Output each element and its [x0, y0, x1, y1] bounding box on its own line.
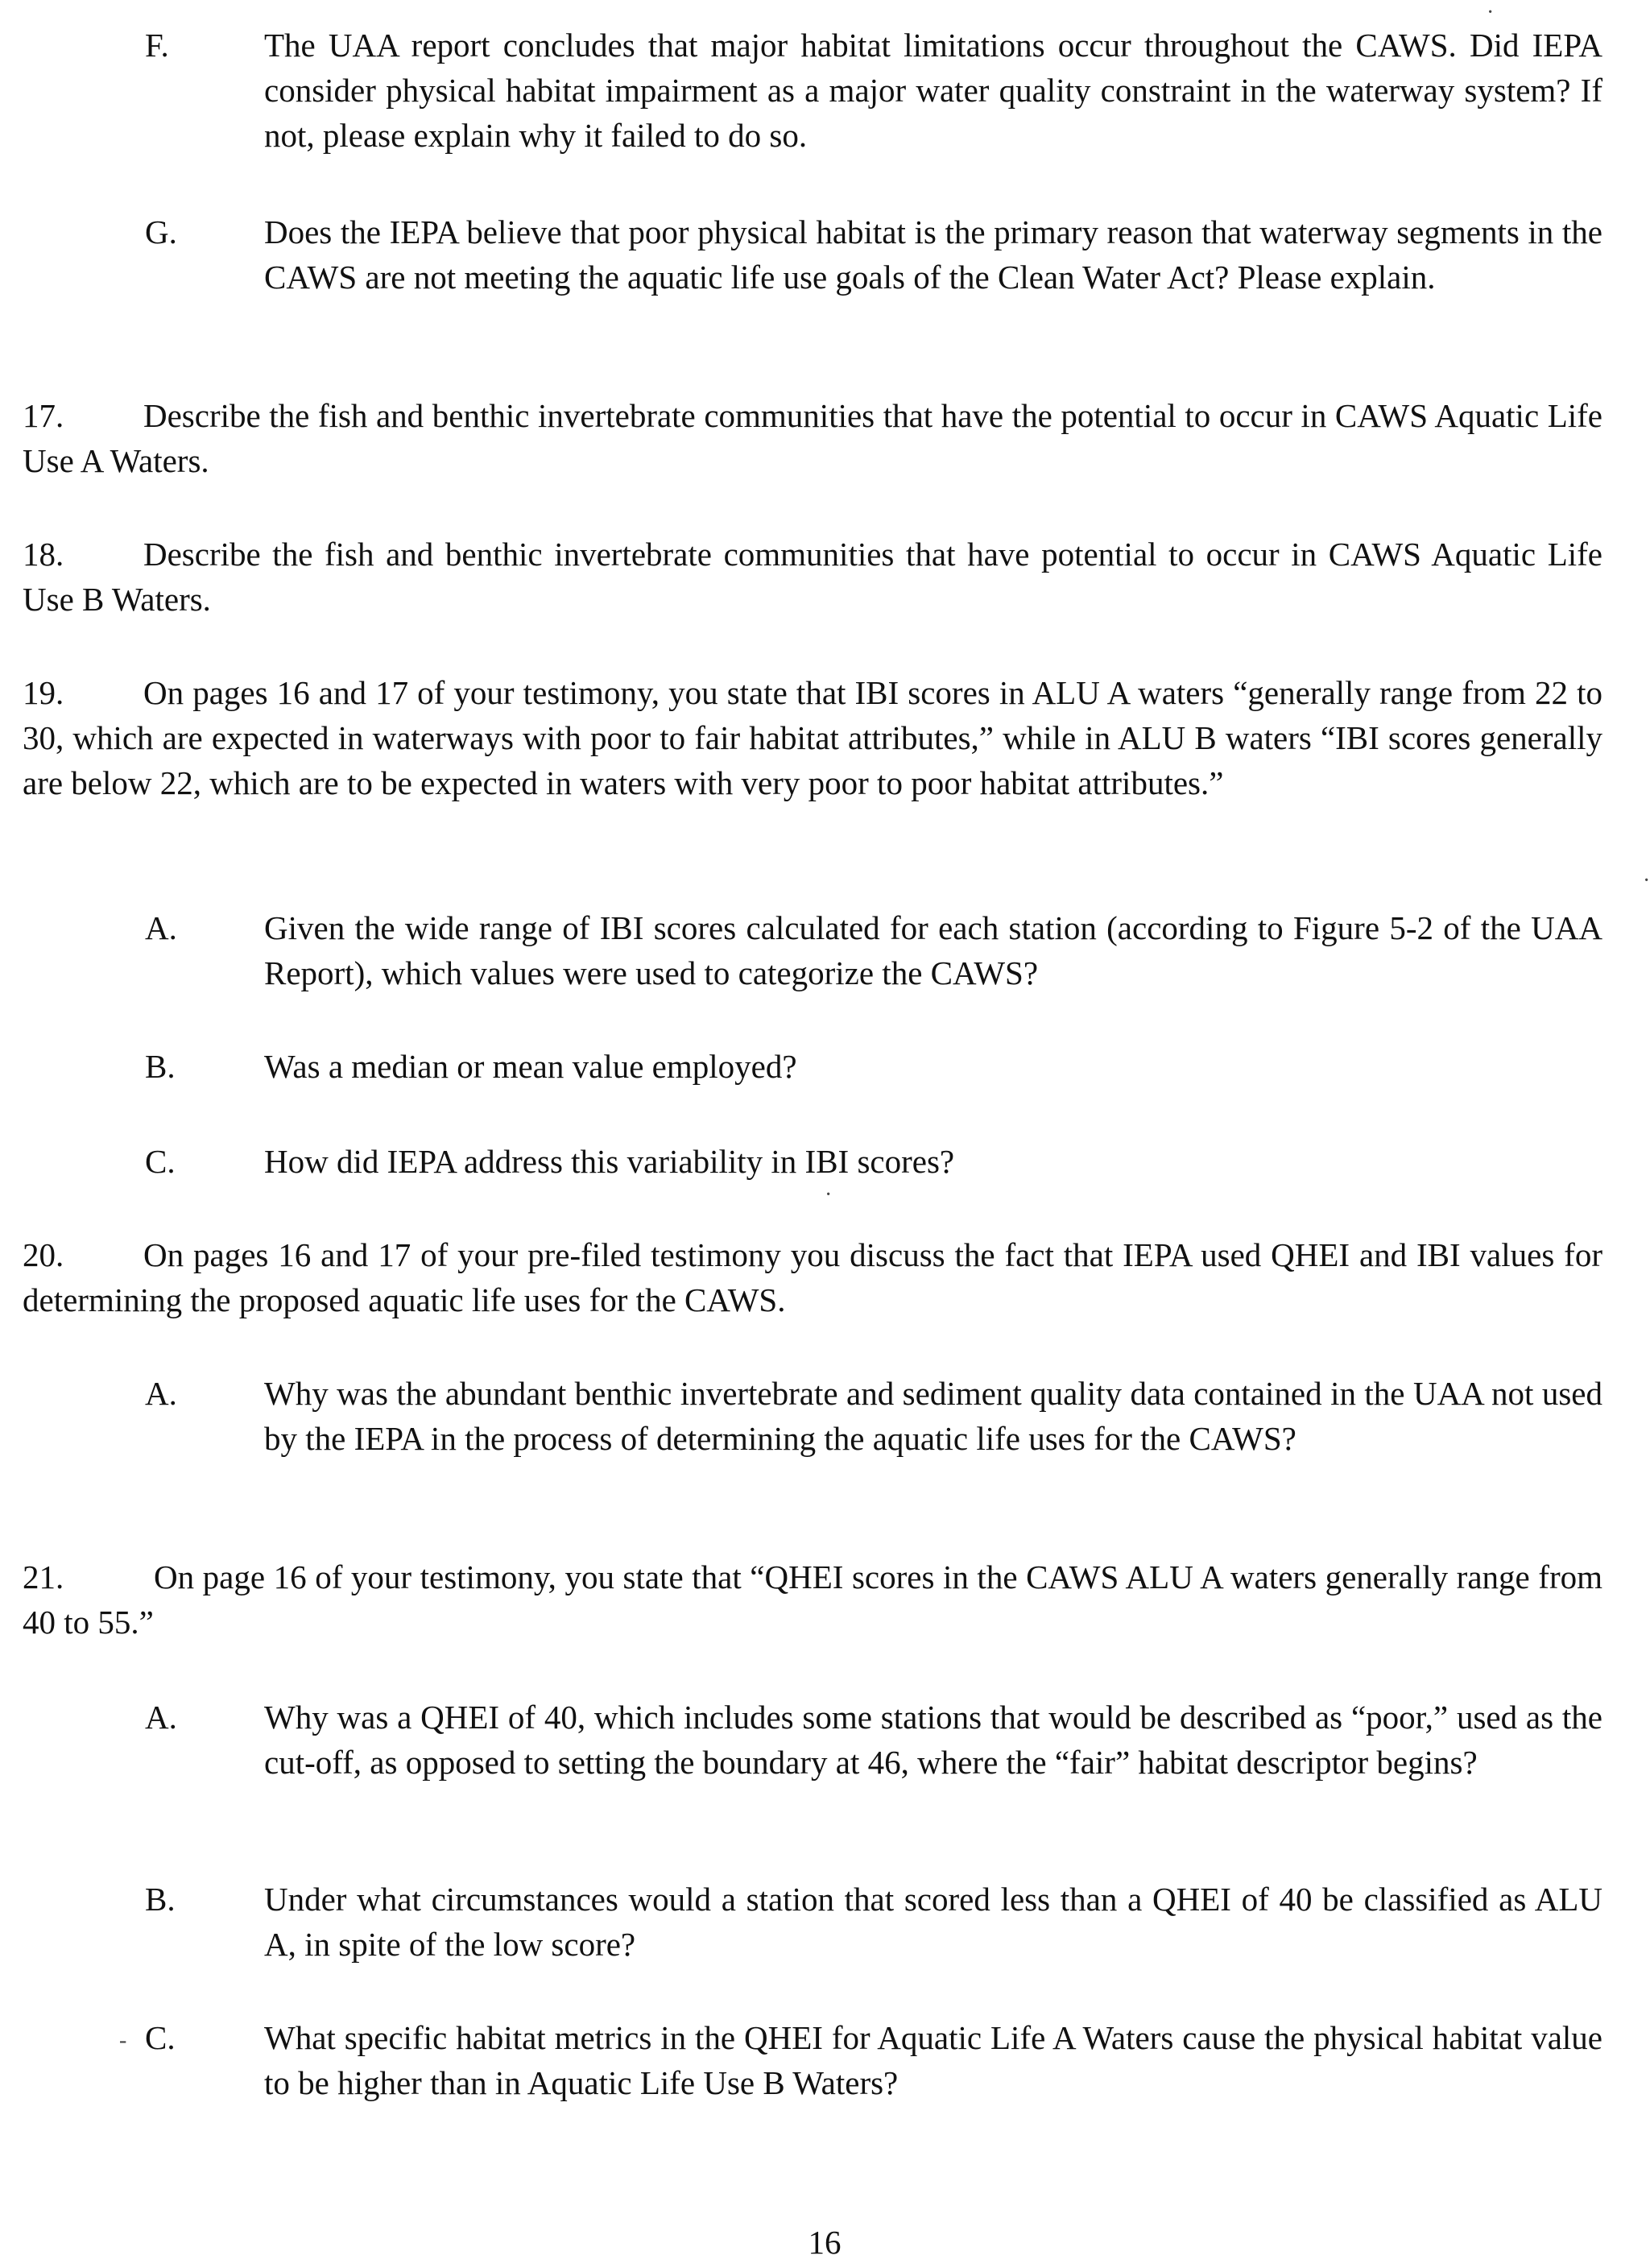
subitem-letter: G. — [145, 213, 177, 250]
subitem-letter: A. — [145, 1375, 177, 1412]
page-number: 16 — [808, 2224, 842, 2261]
subitem-letter: B. — [145, 1048, 176, 1085]
subitem-letter: C. — [145, 1143, 176, 1180]
scan-speck: · — [1643, 868, 1650, 893]
question-number: 20. — [23, 1236, 64, 1273]
question-number: 18. — [23, 536, 64, 573]
question-18 — [23, 532, 1602, 622]
subitem-letter: A. — [145, 1699, 177, 1736]
subitem-text: How did IEPA address this variability in IBI scores? — [264, 1143, 955, 1180]
question-text: On pages 16 and 17 of your testimony, you state that IBI scores in ALU A waters “generally range from 22 to 30, which are expected in waterways with poor to fair habitat attributes,” while in ALU B waters “IBI scores generally are below 22, which are to be expected in waters with very poor to poor habitat attributes.” — [23, 674, 1602, 801]
subitem-text: Given the wide range of IBI scores calculated for each station (according to Figure 5-2 of the UAA Report), which values were used to categorize the CAWS? — [264, 909, 1602, 991]
question-21 — [23, 1554, 1602, 1645]
question-text: Describe the fish and benthic invertebrate communities that have the potential to occur in CAWS Aquatic Life Use A Waters. — [23, 397, 1602, 479]
question-19 — [23, 670, 1602, 805]
question-text: On pages 16 and 17 of your pre-filed testimony you discuss the fact that IEPA used QHEI and IBI values for determining the proposed aquatic life uses for the CAWS. — [23, 1236, 1602, 1318]
question-20 — [23, 1232, 1602, 1322]
subitem-text: The UAA report concludes that major habitat limitations occur throughout the CAWS. Did IEPA consider physical habitat impairment as a major water quality constraint in the waterway system? If not, please explain why it failed to do so. — [264, 27, 1602, 154]
subitem-text: Why was a QHEI of 40, which includes some stations that would be described as “poor,” used as the cut-off, as opposed to setting the boundary at 46, where the “fair” habitat descriptor begins? — [264, 1699, 1602, 1781]
question-text: Describe the fish and benthic invertebrate communities that have potential to occur in CAWS Aquatic Life Use B Waters. — [23, 536, 1602, 618]
subitem-text: Under what circumstances would a station that scored less than a QHEI of 40 be classified as ALU A, in spite of the low score? — [264, 1881, 1602, 1963]
subitem-text: Why was the abundant benthic invertebrate and sediment quality data contained in the UAA not used by the IEPA in the process of determining the aquatic life uses for the CAWS? — [264, 1375, 1602, 1457]
subitem-letter: C. — [145, 2019, 176, 2056]
subitem-text: Does the IEPA believe that poor physical habitat is the primary reason that waterway segments in the CAWS are not meeting the aquatic life use goals of the Clean Water Act? Please explain. — [264, 213, 1602, 296]
question-number: 17. — [23, 397, 64, 434]
subitem-letter: F. — [145, 27, 169, 64]
question-17 — [23, 393, 1602, 483]
question-number: 21. — [23, 1558, 64, 1595]
question-number: 19. — [23, 674, 64, 711]
subitem-letter: A. — [145, 909, 177, 946]
subitem-text: What specific habitat metrics in the QHEI for Aquatic Life A Waters cause the physical habitat value to be higher than in Aquatic Life Use B Waters? — [264, 2019, 1602, 2101]
scan-speck: · — [1487, 0, 1495, 25]
scan-speck: - — [119, 2028, 127, 2053]
subitem-letter: B. — [145, 1881, 176, 1918]
question-text: On page 16 of your testimony, you state that “QHEI scores in the CAWS ALU A waters generally range from 40 to 55.” — [23, 1558, 1602, 1641]
subitem-text: Was a median or mean value employed? — [264, 1048, 797, 1085]
scan-speck: · — [825, 1182, 833, 1207]
